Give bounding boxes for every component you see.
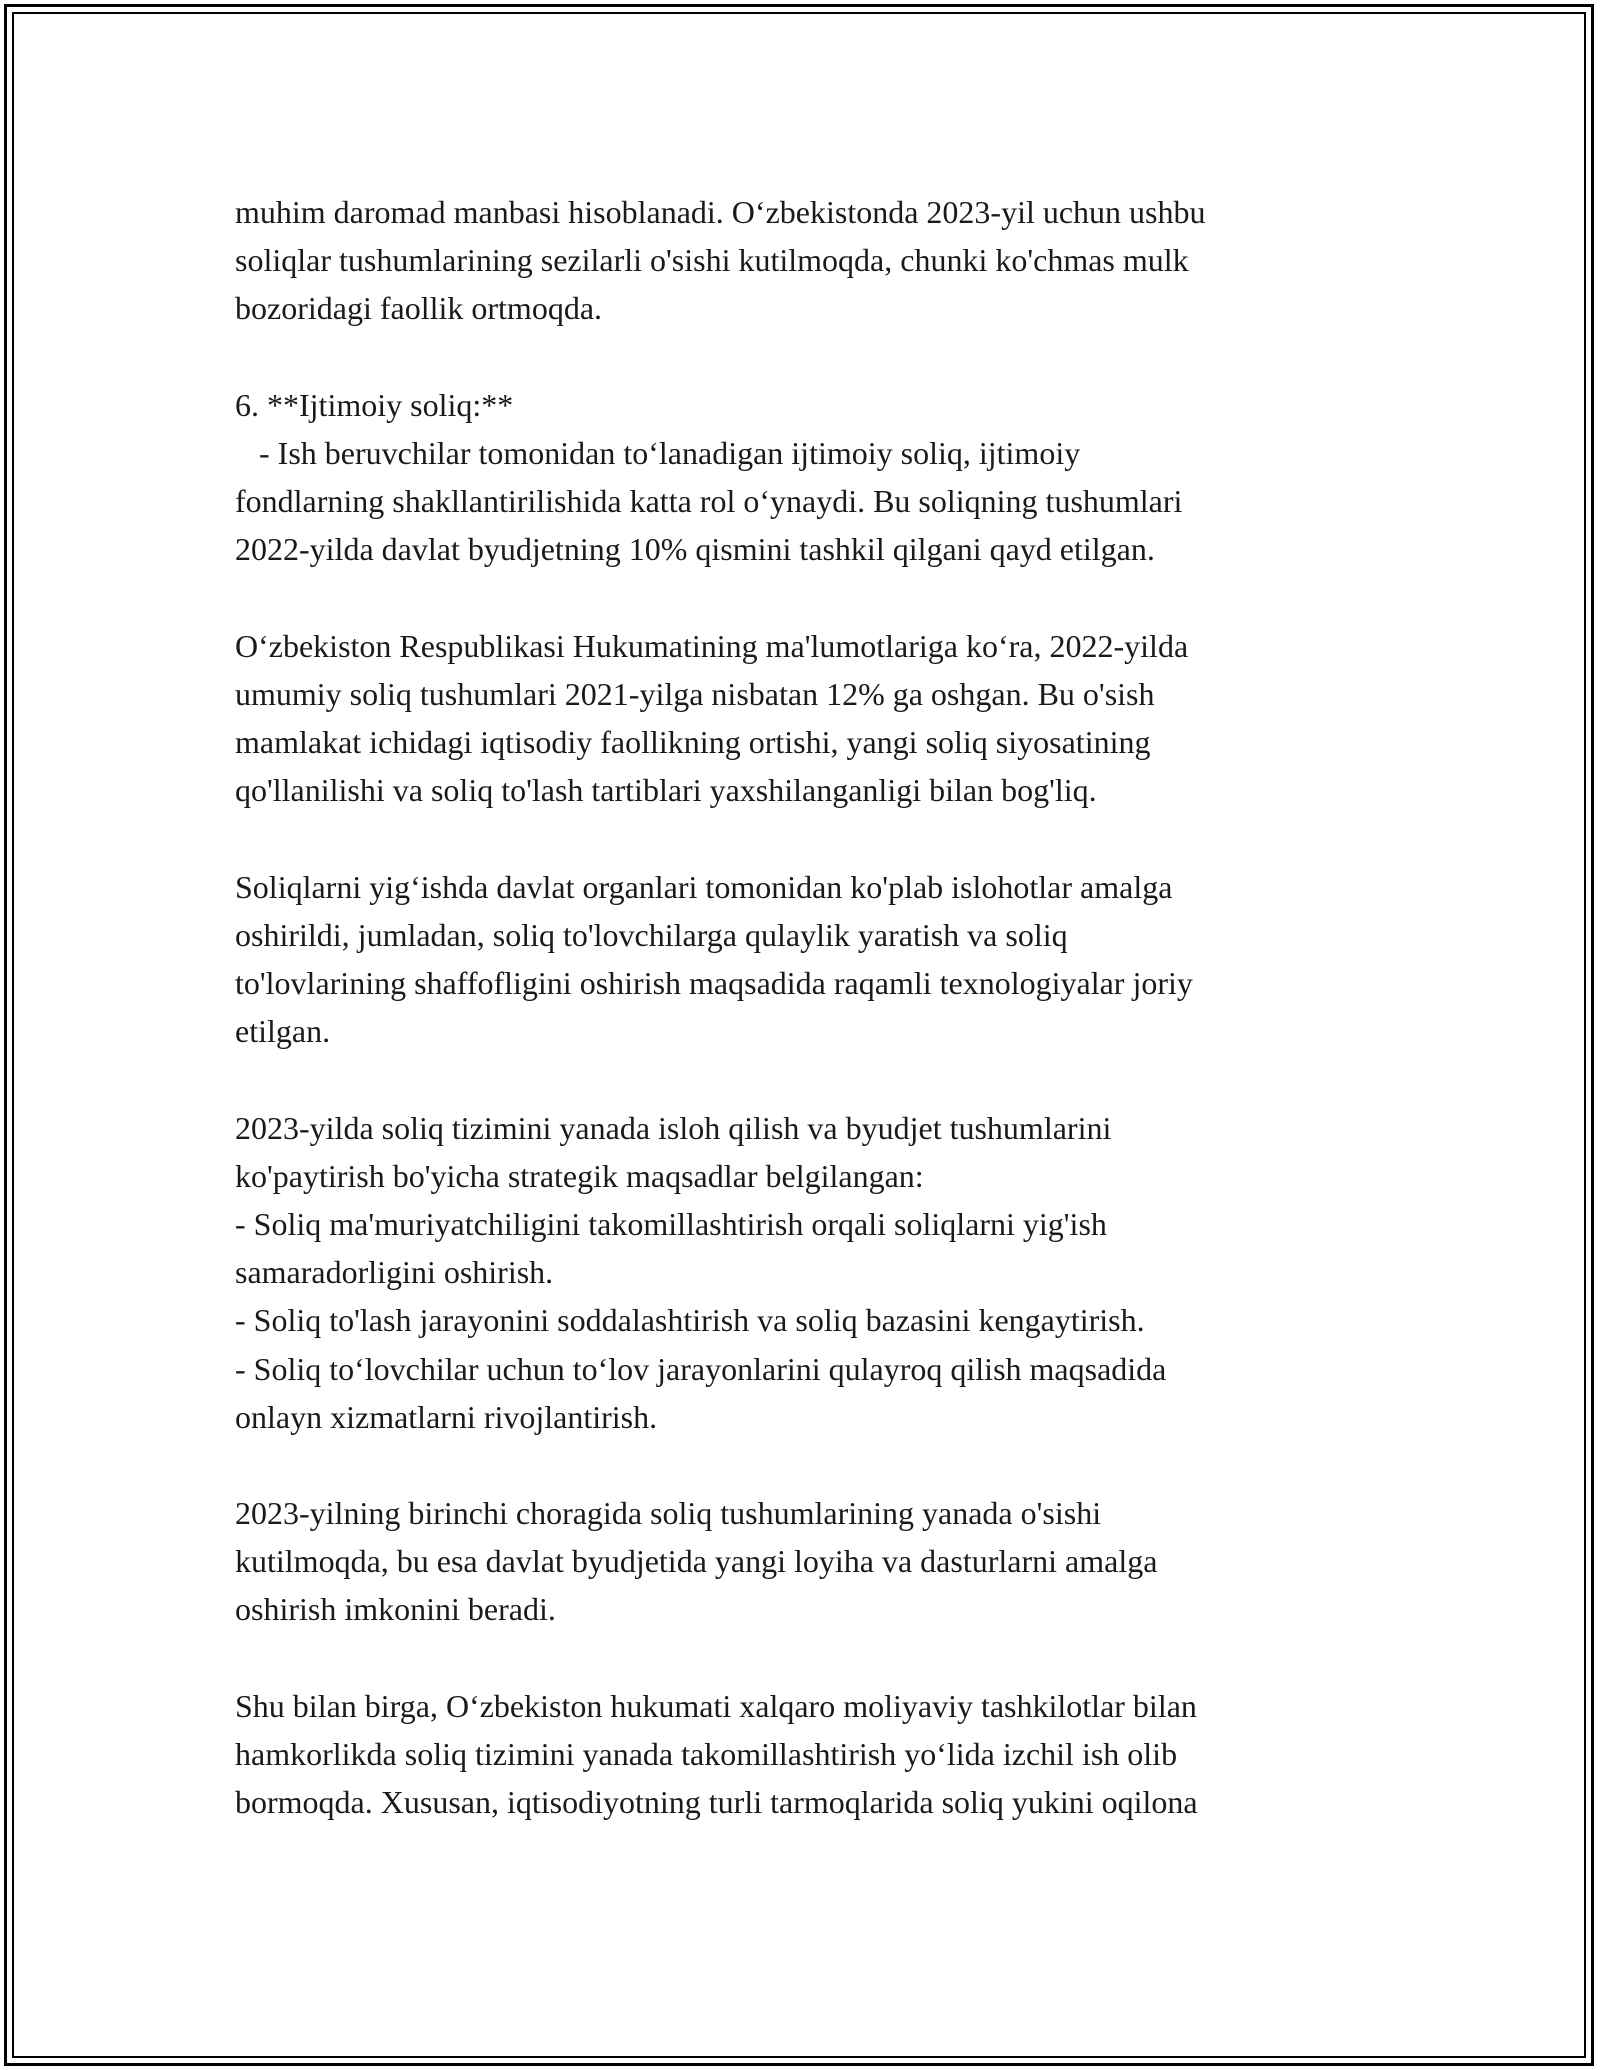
text-line: fondlarning shakllantirilishida katta rol o‘ynaydi. Bu soliqning tushumlari xyxy=(235,483,1183,520)
section-heading: 6. **Ijtimoiy soliq:** xyxy=(235,386,514,423)
paragraph-first-quarter xyxy=(235,1489,1365,1634)
text-line: mamlakat ichidagi iqtisodiy faollikning ortishi, yangi soliq siyosatining xyxy=(235,724,1151,761)
list-item-continuation: onlayn xizmatlarni rivojlantirish. xyxy=(235,1398,658,1435)
paragraph-gap xyxy=(235,814,1365,862)
paragraph-social-tax xyxy=(235,381,1365,574)
text-line: bozoridagi faollik ortmoqda. xyxy=(235,290,603,327)
text-line: 2023-yilda soliq tizimini yanada isloh qilish va byudjet tushumlarini xyxy=(235,1109,1112,1146)
paragraph-gap xyxy=(235,1441,1365,1489)
text-line: qo'llanilishi va soliq to'lash tartiblari yaxshilanganligi bilan bog'liq. xyxy=(235,772,1097,809)
paragraph-strategic-goals xyxy=(235,1104,1365,1441)
text-line: soliqlar tushumlarining sezilarli o'sishi kutilmoqda, chunki ko'chmas mulk xyxy=(235,242,1189,279)
paragraph-gap xyxy=(235,333,1365,381)
paragraph-government-data xyxy=(235,622,1365,815)
list-item: - Soliq ma'muriyatchiligini takomillashtirish orqali soliqlarni yig'ish xyxy=(235,1205,1107,1242)
text-line: muhim daromad manbasi hisoblanadi. O‘zbekistonda 2023-yil uchun ushbu xyxy=(235,194,1206,230)
text-line: Shu bilan birga, O‘zbekiston hukumati xalqaro moliyaviy tashkilotlar bilan xyxy=(235,1687,1197,1724)
text-line: kutilmoqda, bu esa davlat byudjetida yangi loyiha va dasturlarni amalga xyxy=(235,1543,1158,1580)
text-line: Soliqlarni yig‘ishda davlat organlari tomonidan ko'plab islohotlar amalga xyxy=(235,868,1173,905)
text-line: etilgan. xyxy=(235,1013,331,1050)
list-item-continuation: samaradorligini oshirish. xyxy=(235,1254,554,1291)
list-item: - Soliq to'lash jarayonini soddalashtirish va soliq bazasini kengaytirish. xyxy=(235,1302,1145,1339)
document-body xyxy=(235,188,1365,1826)
paragraph-reforms xyxy=(235,863,1365,1056)
text-line: O‘zbekiston Respublikasi Hukumatining ma'lumotlariga ko‘ra, 2022-yilda xyxy=(235,627,1189,664)
text-line: to'lovlarining shaffofligini oshirish maqsadida raqamli texnologiyalar joriy xyxy=(235,965,1193,1001)
paragraph-gap xyxy=(235,574,1365,622)
list-item: - Soliq to‘lovchilar uchun to‘lov jarayonlarini qulayroq qilish maqsadida xyxy=(235,1350,1167,1387)
paragraph-international-cooperation xyxy=(235,1682,1365,1827)
paragraph-gap xyxy=(235,1055,1365,1103)
text-line: umumiy soliq tushumlari 2021-yilga nisbatan 12% ga oshgan. Bu o'sish xyxy=(235,675,1155,712)
text-line: bormoqda. Xususan, iqtisodiyotning turli tarmoqlarida soliq yukini oqilona xyxy=(235,1784,1198,1821)
text-line: hamkorlikda soliq tizimini yanada takomillashtirish yo‘lida izchil ish olib xyxy=(235,1736,1178,1772)
text-line: 2022-yilda davlat byudjetning 10% qismini tashkil qilgani qayd etilgan. xyxy=(235,531,1155,568)
text-line: 2023-yilning birinchi choragida soliq tushumlarining yanada o'sishi xyxy=(235,1495,1102,1532)
text-line: oshirish imkonini beradi. xyxy=(235,1591,556,1628)
text-line: oshirildi, jumladan, soliq to'lovchilarga qulaylik yaratish va soliq xyxy=(235,916,1068,953)
text-line: - Ish beruvchilar tomonidan to‘lanadigan ijtimoiy soliq, ijtimoiy xyxy=(235,434,1081,471)
paragraph-property-tax-intro xyxy=(235,188,1365,333)
text-line: ko'paytirish bo'yicha strategik maqsadlar belgilangan: xyxy=(235,1157,924,1194)
paragraph-gap xyxy=(235,1634,1365,1682)
